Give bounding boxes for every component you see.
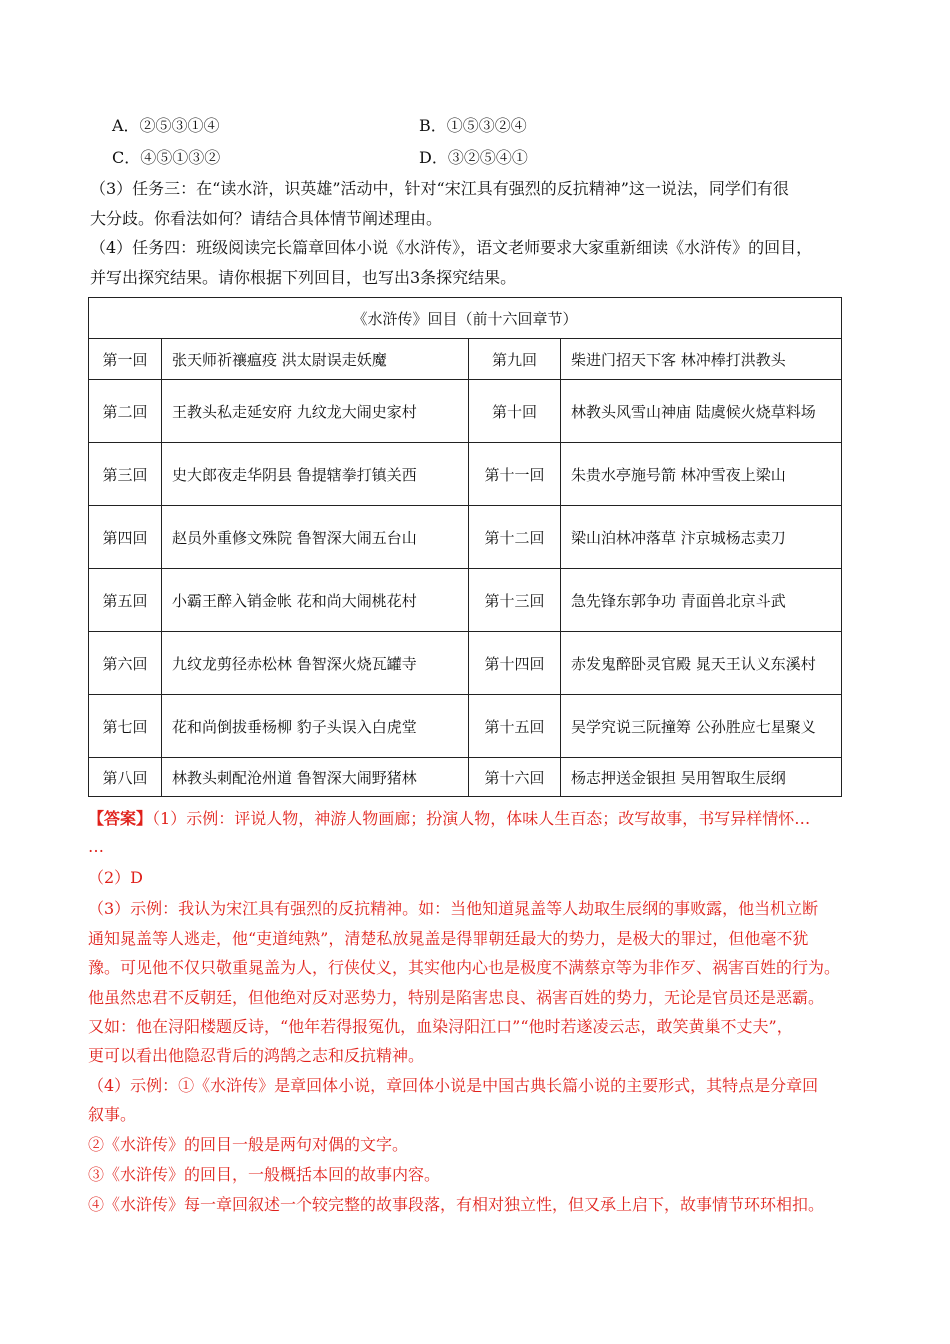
chapter-number: 第四回 bbox=[89, 506, 162, 569]
chapter-title: 柴进门招天下客 林冲棒打洪教头 bbox=[561, 339, 842, 380]
chapter-number: 第一回 bbox=[89, 339, 162, 380]
chapter-number: 第十一回 bbox=[469, 443, 561, 506]
chapter-number: 第二回 bbox=[89, 380, 162, 443]
table-row bbox=[89, 380, 842, 443]
answer-4-line: ②《水浒传》的回目一般是两句对偶的文字。 bbox=[88, 1135, 409, 1154]
table-title: 《水浒传》回目（前十六回章节） bbox=[89, 298, 842, 339]
option-a: A．②⑤③①④ bbox=[112, 116, 220, 135]
answer-3-line: 他虽然忠君不反朝廷，但他绝对反对恶势力，特别是陷害忠良、祸害百姓的势力，无论是官员还是恶霸。 bbox=[88, 988, 825, 1007]
option-b: B．①⑤③②④ bbox=[419, 116, 527, 135]
answer-2: （2）D bbox=[88, 868, 144, 887]
chapter-number: 第十四回 bbox=[469, 632, 561, 695]
answer-1-line-2: … bbox=[88, 837, 104, 856]
answer-tag: 【答案】 bbox=[88, 809, 153, 828]
chapter-number: 第九回 bbox=[469, 339, 561, 380]
chapter-number: 第十五回 bbox=[469, 695, 561, 758]
chapter-title: 小霸王醉入销金帐 花和尚大闹桃花村 bbox=[162, 569, 469, 632]
table-row bbox=[89, 632, 842, 695]
table-row bbox=[89, 339, 842, 380]
chapter-title: 史大郎夜走华阴县 鲁提辖拳打镇关西 bbox=[162, 443, 469, 506]
chapter-number: 第十回 bbox=[469, 380, 561, 443]
task4-line-2: 并写出探究结果。请你根据下列回目，也写出3条探究结果。 bbox=[90, 268, 517, 287]
answer-1-line-1 bbox=[88, 807, 810, 831]
chapter-title: 张天师祈禳瘟疫 洪太尉误走妖魔 bbox=[162, 339, 469, 380]
answer-4-line: （4）示例：①《水浒传》是章回体小说，章回体小说是中国古典长篇小说的主要形式，其特点是分章回 bbox=[88, 1076, 819, 1095]
option-d: D．③②⑤④① bbox=[419, 148, 528, 167]
chapter-title: 王教头私走延安府 九纹龙大闹史家村 bbox=[162, 380, 469, 443]
answer-3-line: 又如：他在浔阳楼题反诗，“他年若得报冤仇，血染浔阳江口”“他时若遂凌云志，敢笑黄巢不丈夫”， bbox=[88, 1017, 793, 1036]
chapter-title: 九纹龙剪径赤松林 鲁智深火烧瓦罐寺 bbox=[162, 632, 469, 695]
chapter-title: 急先锋东郭争功 青面兽北京斗武 bbox=[561, 569, 842, 632]
chapter-title: 朱贵水亭施号箭 林冲雪夜上梁山 bbox=[561, 443, 842, 506]
chapter-number: 第八回 bbox=[89, 758, 162, 797]
table-row bbox=[89, 695, 842, 758]
answer-4-line: ③《水浒传》的回目，一般概括本回的故事内容。 bbox=[88, 1165, 441, 1184]
chapter-title: 赤发鬼醉卧灵官殿 晁天王认义东溪村 bbox=[561, 632, 842, 695]
answer-3-line: （3）示例：我认为宋江具有强烈的反抗精神。如：当他知道晁盖等人劫取生辰纲的事败露，他当机立断 bbox=[88, 899, 819, 918]
chapter-title: 吴学究说三阮撞筹 公孙胜应七星聚义 bbox=[561, 695, 842, 758]
table-row bbox=[89, 569, 842, 632]
answer-3-line: 豫。可见他不仅只敬重晁盖为人，行侠仗义，其实他内心也是极度不满蔡京等为非作歹、祸害百姓的行为。 bbox=[88, 958, 841, 977]
chapter-title: 林教头刺配沧州道 鲁智深大闹野猪林 bbox=[162, 758, 469, 797]
answer-3-line: 通知晁盖等人逃走，他“吏道纯熟”，清楚私放晁盖是得罪朝廷最大的势力，是极大的罪过，但他毫不犹 bbox=[88, 929, 809, 948]
chapter-number: 第十六回 bbox=[469, 758, 561, 797]
table-row bbox=[89, 758, 842, 797]
chapter-title: 林教头风雪山神庙 陆虞候火烧草料场 bbox=[561, 380, 842, 443]
chapter-number: 第五回 bbox=[89, 569, 162, 632]
chapter-number: 第十三回 bbox=[469, 569, 561, 632]
table-row bbox=[89, 443, 842, 506]
chapter-title: 花和尚倒拔垂杨柳 豹子头误入白虎堂 bbox=[162, 695, 469, 758]
chapter-number: 第七回 bbox=[89, 695, 162, 758]
task3-line-2: 大分歧。你看法如何？请结合具体情节阐述理由。 bbox=[90, 209, 443, 228]
task4-line-1: （4）任务四：班级阅读完长篇章回体小说《水浒传》，语文老师要求大家重新细读《水浒传》的回目， bbox=[90, 238, 813, 257]
task3-line-1: （3）任务三：在“读水浒，识英雄”活动中，针对“宋江具有强烈的反抗精神”这一说法，同学们有很 bbox=[90, 179, 789, 198]
chapter-number: 第六回 bbox=[89, 632, 162, 695]
chapter-number: 第三回 bbox=[89, 443, 162, 506]
answer-1-text: （1）示例：评说人物，神游人物画廊；扮演人物，体味人生百态；改写故事，书写异样情怀… bbox=[152, 809, 811, 828]
chapter-title: 杨志押送金银担 吴用智取生辰纲 bbox=[561, 758, 842, 797]
table-title-row bbox=[89, 298, 842, 339]
table-row bbox=[89, 506, 842, 569]
chapter-table bbox=[88, 297, 842, 797]
chapter-title: 赵员外重修文殊院 鲁智深大闹五台山 bbox=[162, 506, 469, 569]
chapter-title: 梁山泊林冲落草 汴京城杨志卖刀 bbox=[561, 506, 842, 569]
answer-4-line: 叙事。 bbox=[88, 1105, 137, 1124]
option-c: C．④⑤①③② bbox=[112, 148, 221, 167]
answer-3-line: 更可以看出他隐忍背后的鸿鹄之志和反抗精神。 bbox=[88, 1046, 425, 1065]
chapter-number: 第十二回 bbox=[469, 506, 561, 569]
answer-4-line: ④《水浒传》每一章回叙述一个较完整的故事段落，有相对独立性，但又承上启下，故事情节环环相扣。 bbox=[88, 1195, 825, 1214]
